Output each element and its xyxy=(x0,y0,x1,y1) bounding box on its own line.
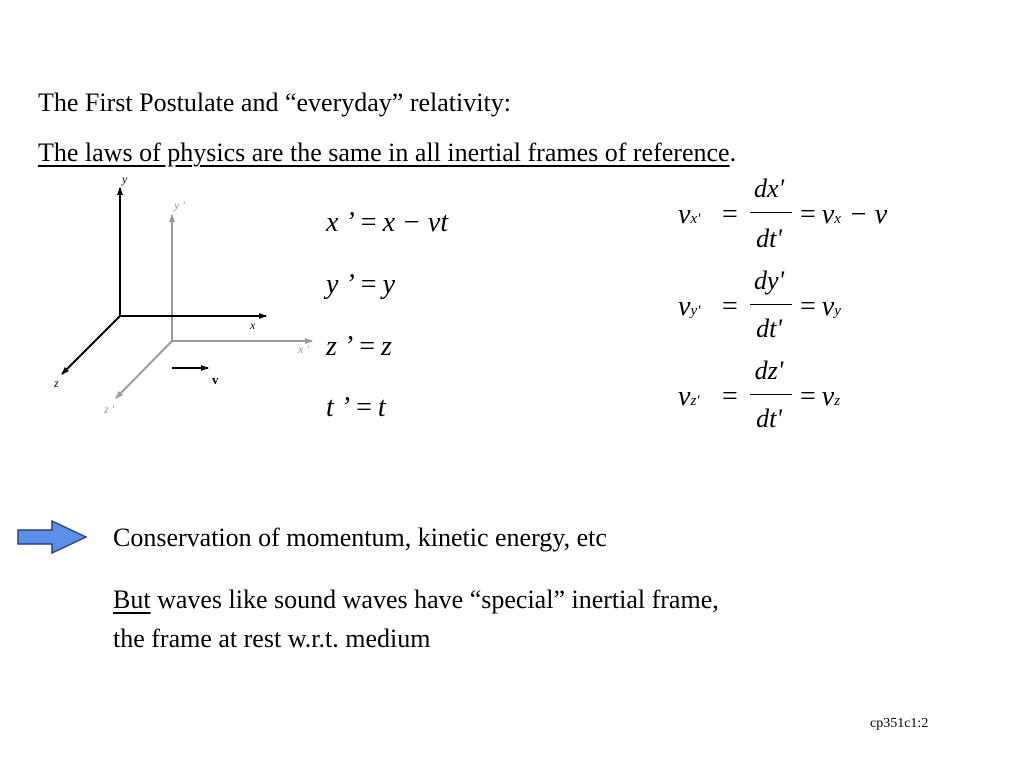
conclusion-line: Conservation of momentum, kinetic energy, etc xyxy=(113,523,607,552)
fraction-denominator: dt' xyxy=(756,224,782,253)
velocity-eq-x-lhs xyxy=(678,199,700,231)
velocity-symbol: v xyxy=(678,199,691,230)
velocity-symbol: v xyxy=(821,199,835,230)
velocity-subscript: y xyxy=(834,303,841,319)
equals-sign: = xyxy=(722,291,738,322)
fraction-numerator: dz' xyxy=(754,356,784,385)
velocity-eq-y-lhs xyxy=(678,291,700,323)
waves-note-line xyxy=(113,585,719,615)
medium-frame-line: the frame at rest w.r.t. medium xyxy=(113,624,431,653)
transform-op: = xyxy=(359,331,376,362)
transform-rhs: x − vt xyxy=(382,207,449,238)
transform-eq-t xyxy=(326,392,386,424)
equals-sign: = xyxy=(722,381,738,412)
transform-eq-y xyxy=(326,269,395,301)
transform-op: = xyxy=(360,207,377,238)
fraction-denominator: dt' xyxy=(756,404,782,433)
postulate-underlined-text: The laws of physics are the same in all inertial frames of reference xyxy=(38,138,730,167)
fraction-denominator: dt' xyxy=(756,314,782,343)
z-axis-label: z xyxy=(54,376,59,390)
postulate-period: . xyxy=(729,138,737,167)
transform-rhs: y xyxy=(382,269,395,300)
velocity-eq-y-rhs: = vy xyxy=(800,291,841,322)
velocity-symbol: v xyxy=(821,381,835,412)
waves-note-text: waves like sound waves have “special” inertial frame, xyxy=(150,585,719,614)
x-prime-axis-label: x ' xyxy=(298,342,309,356)
transform-lhs: t ’ xyxy=(326,392,351,423)
transform-rhs: z xyxy=(381,331,392,362)
fraction-numerator: dx' xyxy=(753,174,785,203)
fraction-numerator: dy' xyxy=(753,266,785,295)
transform-op: = xyxy=(360,269,377,300)
slide-title: The First Postulate and “everyday” relativity: xyxy=(38,88,511,117)
equals-sign: = xyxy=(722,199,738,230)
transform-rhs: t xyxy=(377,392,386,423)
transform-lhs: x ’ xyxy=(326,207,355,238)
velocity-tail: − v xyxy=(848,199,888,230)
velocity-symbol: v xyxy=(821,291,835,322)
transform-lhs: z ’ xyxy=(326,331,354,362)
fraction-bar xyxy=(750,304,792,305)
transform-op: = xyxy=(356,392,372,423)
velocity-subscript: z' xyxy=(690,393,700,409)
fraction-bar xyxy=(750,212,792,213)
z-prime-axis xyxy=(116,341,172,398)
transform-eq-z xyxy=(326,331,392,363)
transform-eq-x xyxy=(326,207,448,239)
y-axis-label: y xyxy=(122,172,128,186)
velocity-subscript: z xyxy=(834,393,841,409)
velocity-subscript: x xyxy=(834,211,841,227)
velocity-label: v xyxy=(212,372,219,387)
velocity-symbol: v xyxy=(678,291,691,322)
transform-lhs: y ’ xyxy=(326,269,355,300)
velocity-eq-z-rhs: = vz xyxy=(800,381,841,412)
velocity-subscript: y' xyxy=(690,303,701,319)
velocity-symbol: v xyxy=(678,381,691,412)
but-underlined: But xyxy=(113,585,151,614)
velocity-eq-x-rhs: = vx − v xyxy=(800,199,888,230)
velocity-eq-z-lhs xyxy=(678,381,699,413)
fraction-bar xyxy=(750,394,792,395)
velocity-subscript: x' xyxy=(690,211,701,227)
x-axis-label: x xyxy=(250,318,256,332)
slide-footer-id: cp351c1:2 xyxy=(870,716,929,731)
z-prime-axis-label: z ' xyxy=(104,402,115,416)
z-axis xyxy=(62,316,120,374)
y-prime-axis-label: y ' xyxy=(174,198,185,212)
